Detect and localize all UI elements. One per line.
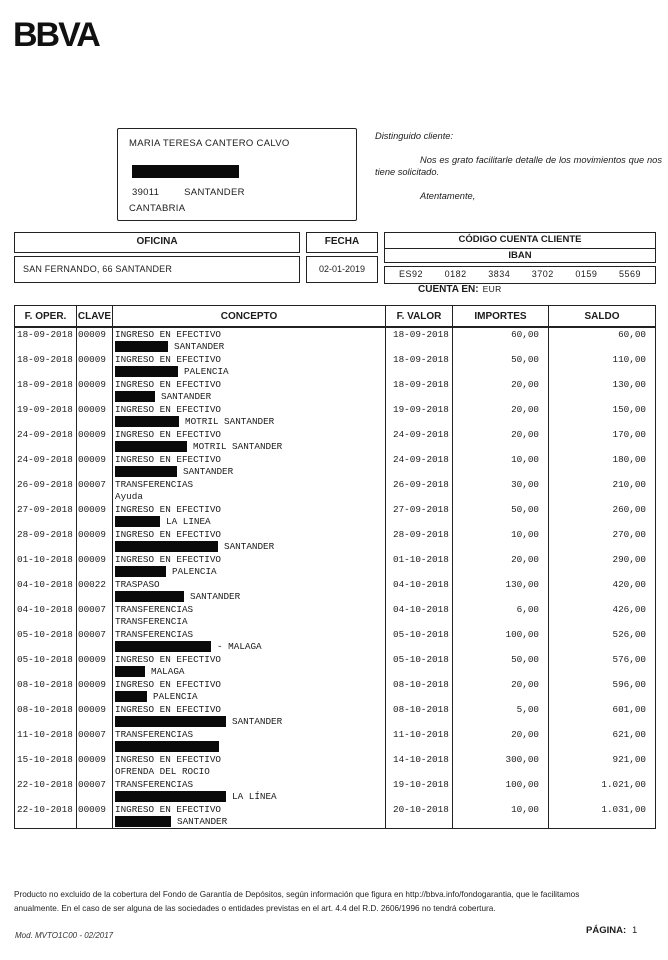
- concept-detail: LA LÍNEA: [232, 790, 277, 802]
- concept-detail: PALENCIA: [184, 365, 229, 377]
- concept-line2: [115, 741, 385, 753]
- cell-concept: [113, 353, 386, 378]
- col-header-fvalor: F. VALOR: [386, 306, 453, 328]
- cell-balance: 260,00: [549, 503, 656, 528]
- cell-concept: [113, 327, 386, 353]
- cell-key-code: 00009: [77, 553, 113, 578]
- table-row: [15, 378, 656, 403]
- cell-key-code: 00007: [77, 603, 113, 628]
- cell-concept: [113, 603, 386, 628]
- recipient-name: MARIA TERESA CANTERO CALVO: [129, 138, 290, 149]
- cell-amount: 100,00: [453, 778, 549, 803]
- iban-value-box: [384, 266, 656, 284]
- cell-concept: [113, 478, 386, 503]
- cell-key-code: 00009: [77, 678, 113, 703]
- concept-redaction-bar: [115, 741, 219, 752]
- cell-value-date: 27-09-2018: [386, 503, 453, 528]
- deposit-guarantee-note: [14, 888, 656, 915]
- table-row: [15, 478, 656, 503]
- account-header-box: [384, 232, 656, 263]
- concept-detail: SANTANDER: [224, 540, 275, 552]
- cell-operation-date: 22-10-2018: [15, 778, 77, 803]
- table-row: [15, 353, 656, 378]
- concept-line2: [115, 516, 385, 528]
- cell-key-code: 00009: [77, 653, 113, 678]
- concept-redaction-bar: [115, 466, 177, 477]
- table-header-row: [15, 306, 656, 328]
- cell-value-date: 01-10-2018: [386, 553, 453, 578]
- concept-line2: [115, 466, 385, 478]
- cell-value-date: 18-09-2018: [386, 353, 453, 378]
- cell-key-code: 00022: [77, 578, 113, 603]
- iban-group: ES92: [399, 269, 424, 279]
- cell-amount: 20,00: [453, 403, 549, 428]
- concept-line2: [115, 341, 385, 353]
- letter-closing: Atentamente,: [420, 190, 476, 201]
- cell-key-code: 00009: [77, 528, 113, 553]
- recipient-city: SANTANDER: [184, 187, 245, 198]
- page-label: PÁGINA:: [586, 925, 627, 936]
- table-row: [15, 528, 656, 553]
- cell-concept: [113, 578, 386, 603]
- iban-group: 5569: [618, 269, 641, 279]
- cell-value-date: 08-10-2018: [386, 678, 453, 703]
- concept-line2: [115, 791, 385, 803]
- concept-detail: SANTANDER: [161, 390, 212, 402]
- cell-balance: 170,00: [549, 428, 656, 453]
- cell-concept: [113, 628, 386, 653]
- table-row: [15, 603, 656, 628]
- cell-balance: 596,00: [549, 678, 656, 703]
- cell-balance: 290,00: [549, 553, 656, 578]
- cell-value-date: 14-10-2018: [386, 753, 453, 778]
- table-row: [15, 503, 656, 528]
- account-title: CÓDIGO CUENTA CLIENTE: [385, 233, 655, 249]
- concept-redaction-bar: [115, 641, 211, 652]
- concept-line1: INGRESO EN EFECTIVO: [115, 754, 222, 765]
- cell-concept: [113, 753, 386, 778]
- concept-line2: [115, 416, 385, 428]
- cell-key-code: 00007: [77, 478, 113, 503]
- concept-line1: INGRESO EN EFECTIVO: [115, 404, 222, 415]
- cell-key-code: 00009: [77, 803, 113, 829]
- recipient-postal-line: [129, 187, 356, 198]
- cell-value-date: 20-10-2018: [386, 803, 453, 829]
- concept-redaction-bar: [115, 716, 226, 727]
- cell-operation-date: 24-09-2018: [15, 428, 77, 453]
- cell-operation-date: 18-09-2018: [15, 327, 77, 353]
- cell-concept: [113, 503, 386, 528]
- cell-key-code: 00009: [77, 378, 113, 403]
- iban-group: 0159: [575, 269, 598, 279]
- cell-concept: [113, 803, 386, 829]
- office-value-box: [14, 256, 300, 283]
- currency-label: CUENTA EN:: [418, 284, 479, 295]
- recipient-address-box: [117, 128, 357, 221]
- cell-value-date: 19-10-2018: [386, 778, 453, 803]
- cell-concept: [113, 403, 386, 428]
- cell-balance: 60,00: [549, 327, 656, 353]
- cell-value-date: 18-09-2018: [386, 378, 453, 403]
- bbva-logo: BBVA: [13, 16, 99, 54]
- table-row: [15, 453, 656, 478]
- concept-detail: SANTANDER: [174, 340, 225, 352]
- cell-value-date: 26-09-2018: [386, 478, 453, 503]
- concept-line2: [115, 391, 385, 403]
- cell-operation-date: 11-10-2018: [15, 728, 77, 753]
- cell-key-code: 00009: [77, 327, 113, 353]
- table-row: [15, 653, 656, 678]
- concept-line1: TRANSFERENCIAS: [115, 604, 194, 615]
- cell-operation-date: 19-09-2018: [15, 403, 77, 428]
- office-label: OFICINA: [136, 236, 178, 247]
- cell-concept: [113, 778, 386, 803]
- cell-value-date: 19-09-2018: [386, 403, 453, 428]
- cell-amount: 30,00: [453, 478, 549, 503]
- page-number-line: [586, 925, 637, 936]
- cell-balance: 1.031,00: [549, 803, 656, 829]
- cell-operation-date: 28-09-2018: [15, 528, 77, 553]
- cell-amount: 20,00: [453, 378, 549, 403]
- concept-detail: OFRENDA DEL ROCIO: [115, 765, 210, 777]
- concept-line2: [115, 491, 385, 503]
- cell-value-date: 24-09-2018: [386, 453, 453, 478]
- cell-operation-date: 08-10-2018: [15, 703, 77, 728]
- concept-redaction-bar: [115, 591, 184, 602]
- form-code: Mod. MVTO1C00 - 02/2017: [15, 931, 114, 940]
- cell-operation-date: 05-10-2018: [15, 653, 77, 678]
- cell-value-date: 24-09-2018: [386, 428, 453, 453]
- concept-detail: SANTANDER: [183, 465, 234, 477]
- cell-operation-date: 18-09-2018: [15, 353, 77, 378]
- recipient-postal-code: 39011: [132, 187, 160, 198]
- cell-balance: 1.021,00: [549, 778, 656, 803]
- cell-balance: 621,00: [549, 728, 656, 753]
- col-header-importes: IMPORTES: [453, 306, 549, 328]
- concept-line1: INGRESO EN EFECTIVO: [115, 379, 222, 390]
- concept-detail: PALENCIA: [172, 565, 217, 577]
- concept-line1: TRANSFERENCIAS: [115, 729, 194, 740]
- cell-balance: 210,00: [549, 478, 656, 503]
- concept-line1: TRASPASO: [115, 579, 160, 590]
- concept-line1: INGRESO EN EFECTIVO: [115, 354, 222, 365]
- page-number: 1: [632, 925, 638, 935]
- cell-balance: 150,00: [549, 403, 656, 428]
- concept-line2: [115, 591, 385, 603]
- concept-line2: [115, 366, 385, 378]
- concept-line1: INGRESO EN EFECTIVO: [115, 704, 222, 715]
- cell-amount: 50,00: [453, 353, 549, 378]
- concept-detail: SANTANDER: [232, 715, 283, 727]
- office-value: SAN FERNANDO, 66 SANTANDER: [23, 264, 173, 274]
- iban-label: IBAN: [508, 250, 532, 261]
- letter-body: Nos es grato facilitarle detalle de los movimientos que nos tiene solicitado.: [375, 154, 662, 177]
- concept-redaction-bar: [115, 666, 145, 677]
- table-row: [15, 428, 656, 453]
- concept-line2: [115, 541, 385, 553]
- concept-redaction-bar: [115, 366, 178, 377]
- col-header-concepto: CONCEPTO: [113, 306, 386, 328]
- cell-key-code: 00009: [77, 428, 113, 453]
- concept-redaction-bar: [115, 691, 147, 702]
- concept-detail: - MALAGA: [217, 640, 262, 652]
- cell-amount: 20,00: [453, 678, 549, 703]
- table-row: [15, 578, 656, 603]
- letter-block: [375, 130, 662, 202]
- concept-line2: [115, 566, 385, 578]
- cell-operation-date: 24-09-2018: [15, 453, 77, 478]
- cell-key-code: 00009: [77, 703, 113, 728]
- cell-amount: 10,00: [453, 528, 549, 553]
- cell-amount: 50,00: [453, 503, 549, 528]
- concept-line2: [115, 441, 385, 453]
- concept-line2: [115, 616, 385, 628]
- cell-concept: [113, 653, 386, 678]
- cell-value-date: 05-10-2018: [386, 653, 453, 678]
- cell-key-code: 00007: [77, 628, 113, 653]
- concept-line1: INGRESO EN EFECTIVO: [115, 679, 222, 690]
- cell-key-code: 00009: [77, 353, 113, 378]
- cell-operation-date: 04-10-2018: [15, 578, 77, 603]
- date-label: FECHA: [324, 236, 360, 247]
- concept-detail: LA LINEA: [166, 515, 211, 527]
- cell-operation-date: 27-09-2018: [15, 503, 77, 528]
- cell-operation-date: 01-10-2018: [15, 553, 77, 578]
- cell-balance: 420,00: [549, 578, 656, 603]
- cell-amount: 50,00: [453, 653, 549, 678]
- movements-table-body: [15, 327, 656, 829]
- cell-amount: 100,00: [453, 628, 549, 653]
- concept-redaction-bar: [115, 516, 160, 527]
- col-header-foper: F. OPER.: [15, 306, 77, 328]
- cell-balance: 110,00: [549, 353, 656, 378]
- table-row: [15, 553, 656, 578]
- concept-line2: [115, 816, 385, 828]
- table-row: [15, 703, 656, 728]
- cell-concept: [113, 453, 386, 478]
- iban-group: 3702: [531, 269, 554, 279]
- concept-detail: MOTRIL SANTANDER: [185, 415, 275, 427]
- concept-line1: TRANSFERENCIAS: [115, 629, 194, 640]
- cell-balance: 526,00: [549, 628, 656, 653]
- cell-balance: 601,00: [549, 703, 656, 728]
- cell-key-code: 00009: [77, 503, 113, 528]
- concept-line2: [115, 691, 385, 703]
- table-row: [15, 778, 656, 803]
- cell-concept: [113, 428, 386, 453]
- concept-line1: INGRESO EN EFECTIVO: [115, 804, 222, 815]
- concept-line2: [115, 641, 385, 653]
- date-value-box: [306, 256, 378, 283]
- cell-value-date: 18-09-2018: [386, 327, 453, 353]
- cell-amount: 130,00: [453, 578, 549, 603]
- cell-concept: [113, 553, 386, 578]
- cell-amount: 10,00: [453, 453, 549, 478]
- concept-detail: MOTRIL SANTANDER: [193, 440, 283, 452]
- cell-operation-date: 04-10-2018: [15, 603, 77, 628]
- cell-balance: 426,00: [549, 603, 656, 628]
- letter-salutation: Distinguido cliente:: [375, 131, 454, 141]
- cell-value-date: 04-10-2018: [386, 578, 453, 603]
- cell-operation-date: 08-10-2018: [15, 678, 77, 703]
- concept-detail: SANTANDER: [190, 590, 241, 602]
- table-row: [15, 728, 656, 753]
- table-row: [15, 753, 656, 778]
- concept-line1: INGRESO EN EFECTIVO: [115, 554, 222, 565]
- table-row: [15, 678, 656, 703]
- table-row: [15, 403, 656, 428]
- cell-amount: 5,00: [453, 703, 549, 728]
- table-row: [15, 628, 656, 653]
- address-redaction-bar: [132, 165, 239, 178]
- cell-concept: [113, 378, 386, 403]
- concept-redaction-bar: [115, 416, 179, 427]
- cell-operation-date: 15-10-2018: [15, 753, 77, 778]
- cell-value-date: 04-10-2018: [386, 603, 453, 628]
- date-value: 02-01-2019: [318, 264, 366, 274]
- concept-redaction-bar: [115, 541, 218, 552]
- cell-balance: 130,00: [549, 378, 656, 403]
- iban-group: 3834: [488, 269, 511, 279]
- cell-amount: 6,00: [453, 603, 549, 628]
- cell-concept: [113, 703, 386, 728]
- currency-line: [418, 284, 502, 295]
- cell-key-code: 00007: [77, 778, 113, 803]
- concept-redaction-bar: [115, 566, 166, 577]
- currency-value: EUR: [482, 284, 502, 294]
- cell-balance: 180,00: [549, 453, 656, 478]
- concept-line1: INGRESO EN EFECTIVO: [115, 504, 222, 515]
- cell-amount: 10,00: [453, 803, 549, 829]
- concept-detail: PALENCIA: [153, 690, 198, 702]
- cell-value-date: 11-10-2018: [386, 728, 453, 753]
- concept-detail: MALAGA: [151, 665, 185, 677]
- table-row: [15, 803, 656, 829]
- movements-table: [14, 305, 656, 829]
- concept-line1: INGRESO EN EFECTIVO: [115, 429, 222, 440]
- cell-operation-date: 22-10-2018: [15, 803, 77, 829]
- cell-amount: 300,00: [453, 753, 549, 778]
- iban-group: 0182: [444, 269, 467, 279]
- note-line1: Producto no excluido de la cobertura del Fondo de Garantía de Depósitos, según información que figura en http://bbva.info/fondogarantia, que le facilitamos: [14, 890, 580, 899]
- cell-value-date: 08-10-2018: [386, 703, 453, 728]
- cell-key-code: 00007: [77, 728, 113, 753]
- cell-balance: 270,00: [549, 528, 656, 553]
- note-line2: anualmente. En el caso de ser alguna de las sociedades o entidades previstas en el art. 4.4 del R.D. 2606/1996 no tendrá cobertura.: [14, 903, 496, 913]
- cell-amount: 60,00: [453, 327, 549, 353]
- cell-amount: 20,00: [453, 553, 549, 578]
- office-header-box: [14, 232, 300, 253]
- date-header-box: [306, 232, 378, 253]
- concept-detail: SANTANDER: [177, 815, 228, 827]
- cell-concept: [113, 528, 386, 553]
- concept-redaction-bar: [115, 391, 155, 402]
- concept-line1: TRANSFERENCIAS: [115, 479, 194, 490]
- cell-amount: 20,00: [453, 428, 549, 453]
- cell-amount: 20,00: [453, 728, 549, 753]
- cell-balance: 576,00: [549, 653, 656, 678]
- concept-line2: [115, 716, 385, 728]
- cell-concept: [113, 728, 386, 753]
- concept-detail: TRANSFERENCIA: [115, 615, 188, 627]
- concept-line2: [115, 666, 385, 678]
- cell-operation-date: 26-09-2018: [15, 478, 77, 503]
- concept-line1: INGRESO EN EFECTIVO: [115, 529, 222, 540]
- concept-redaction-bar: [115, 341, 168, 352]
- cell-key-code: 00009: [77, 453, 113, 478]
- cell-key-code: 00009: [77, 753, 113, 778]
- cell-value-date: 28-09-2018: [386, 528, 453, 553]
- cell-balance: 921,00: [549, 753, 656, 778]
- recipient-province: CANTABRIA: [129, 203, 186, 214]
- concept-redaction-bar: [115, 791, 226, 802]
- concept-line1: INGRESO EN EFECTIVO: [115, 654, 222, 665]
- concept-line1: INGRESO EN EFECTIVO: [115, 329, 222, 340]
- cell-value-date: 05-10-2018: [386, 628, 453, 653]
- concept-redaction-bar: [115, 441, 187, 452]
- concept-line2: [115, 766, 385, 778]
- concept-line1: INGRESO EN EFECTIVO: [115, 454, 222, 465]
- cell-operation-date: 05-10-2018: [15, 628, 77, 653]
- col-header-clave: CLAVE: [77, 306, 113, 328]
- concept-line1: TRANSFERENCIAS: [115, 779, 194, 790]
- col-header-saldo: SALDO: [549, 306, 656, 328]
- table-row: [15, 327, 656, 353]
- iban-value: [385, 267, 655, 282]
- cell-concept: [113, 678, 386, 703]
- cell-operation-date: 18-09-2018: [15, 378, 77, 403]
- cell-key-code: 00009: [77, 403, 113, 428]
- concept-redaction-bar: [115, 816, 171, 827]
- concept-detail: Ayuda: [115, 490, 143, 502]
